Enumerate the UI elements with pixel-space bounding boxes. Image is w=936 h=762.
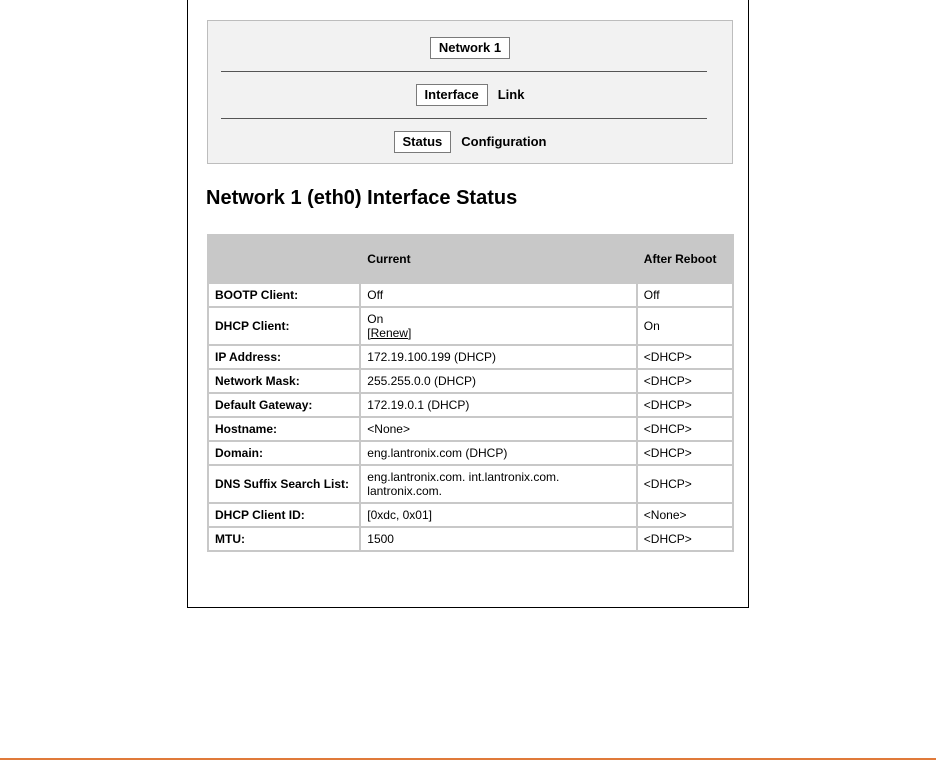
- after-reboot-value: <DHCP>: [638, 466, 732, 502]
- link-tab[interactable]: Link: [497, 87, 525, 102]
- row-label: MTU:: [209, 528, 359, 550]
- page-title: Network 1 (eth0) Interface Status: [206, 187, 518, 209]
- status-button[interactable]: Status: [394, 131, 452, 153]
- current-value: 1500: [361, 528, 636, 550]
- current-value: <None>: [361, 418, 636, 440]
- current-value: eng.lantronix.com. int.lantronix.com. lantronix.com.: [361, 466, 636, 502]
- navigation-panel: [207, 20, 733, 164]
- current-value: [0xdc, 0x01]: [361, 504, 636, 526]
- current-value: On: [367, 312, 384, 326]
- table-row: [209, 394, 732, 416]
- table-row: [209, 504, 732, 526]
- current-value: 172.19.100.199 (DHCP): [361, 346, 636, 368]
- current-value: eng.lantronix.com (DHCP): [361, 442, 636, 464]
- row-label: Hostname:: [209, 418, 359, 440]
- page-frame: [187, 0, 749, 608]
- header-current: Current: [361, 236, 636, 282]
- table-row: [209, 370, 732, 392]
- after-reboot-value: <DHCP>: [638, 418, 732, 440]
- nav-row-status: [208, 129, 732, 155]
- after-reboot-value: <DHCP>: [638, 442, 732, 464]
- current-value-cell: [361, 308, 636, 344]
- table-row: [209, 308, 732, 344]
- row-label: DHCP Client ID:: [209, 504, 359, 526]
- after-reboot-value: <DHCP>: [638, 370, 732, 392]
- row-label: Network Mask:: [209, 370, 359, 392]
- network-1-button[interactable]: Network 1: [430, 37, 510, 59]
- row-label: BOOTP Client:: [209, 284, 359, 306]
- table-row: [209, 284, 732, 306]
- table-row: [209, 466, 732, 502]
- row-label: Default Gateway:: [209, 394, 359, 416]
- row-label: DHCP Client:: [209, 308, 359, 344]
- nav-divider: [221, 118, 707, 119]
- nav-divider: [221, 71, 707, 72]
- interface-button[interactable]: Interface: [416, 84, 488, 106]
- after-reboot-value: Off: [638, 284, 732, 306]
- row-label: IP Address:: [209, 346, 359, 368]
- footer-divider: [0, 758, 936, 760]
- header-blank: [209, 236, 359, 282]
- table-row: [209, 528, 732, 550]
- current-value: 255.255.0.0 (DHCP): [361, 370, 636, 392]
- row-label: DNS Suffix Search List:: [209, 466, 359, 502]
- table-header-row: [209, 236, 732, 282]
- table-row: [209, 346, 732, 368]
- after-reboot-value: <DHCP>: [638, 528, 732, 550]
- after-reboot-value: <DHCP>: [638, 346, 732, 368]
- after-reboot-value: <DHCP>: [638, 394, 732, 416]
- table-row: [209, 442, 732, 464]
- header-after-reboot: After Reboot: [638, 236, 732, 282]
- current-value: 172.19.0.1 (DHCP): [361, 394, 636, 416]
- current-value: Off: [361, 284, 636, 306]
- after-reboot-value: On: [638, 308, 732, 344]
- after-reboot-value: <None>: [638, 504, 732, 526]
- renew-link[interactable]: [Renew]: [367, 326, 412, 340]
- nav-row-network: [208, 35, 732, 61]
- table-row: [209, 418, 732, 440]
- nav-row-interface: [208, 82, 732, 108]
- row-label: Domain:: [209, 442, 359, 464]
- configuration-tab[interactable]: Configuration: [461, 134, 547, 149]
- interface-status-table: [207, 234, 734, 552]
